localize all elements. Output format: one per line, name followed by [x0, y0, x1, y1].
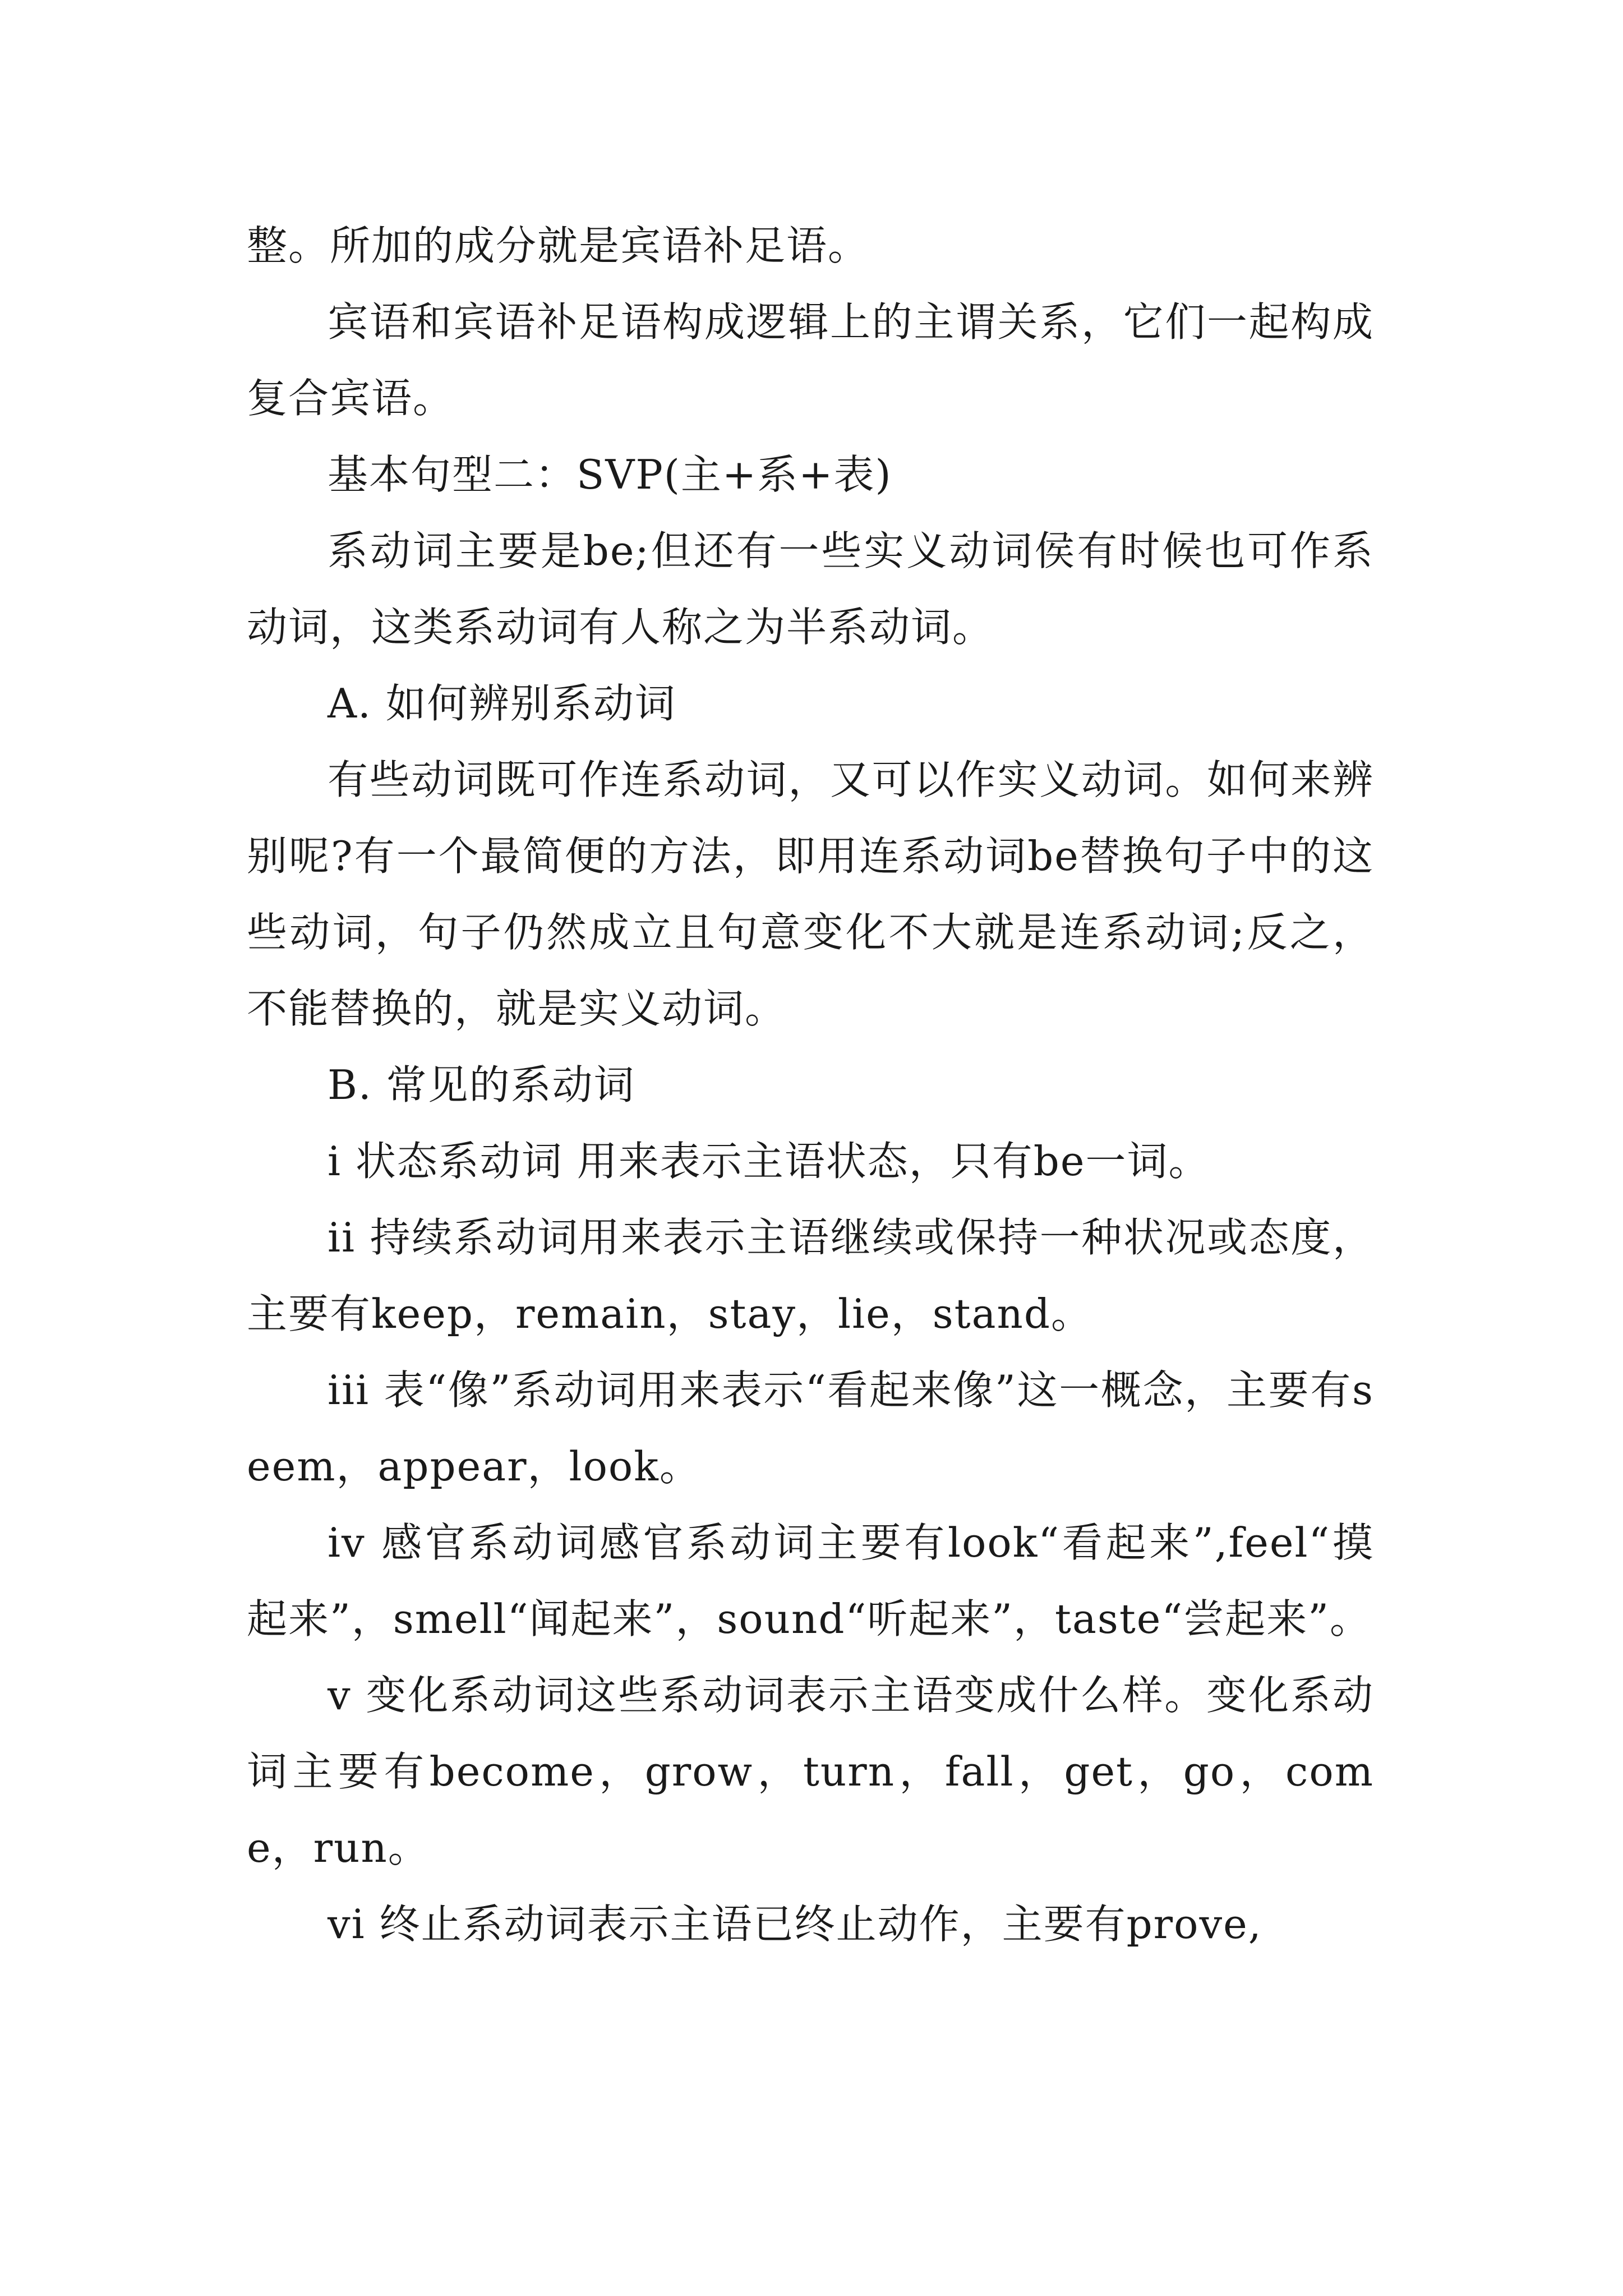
paragraph-continuation: 整。所加的成分就是宾语补足语。 [247, 222, 870, 269]
subheading-identify-linking-verbs: A. 如何辨别系动词 [328, 680, 676, 727]
subheading-common-linking-verbs: B. 常见的系动词 [328, 1061, 635, 1108]
list-item-termination-verbs: vi 终止系动词表示主语已终止动作，主要有prove, [328, 1901, 1262, 1948]
list-item-state-verbs: i 状态系动词 用来表示主语状态，只有be一词。 [328, 1138, 1210, 1185]
list-item-seeming-verbs: iii 表“像”系动词用来表示“看起来像”这一概念，主要有seem，appear，look。 [247, 1366, 1374, 1490]
paragraph-identify-method: 有些动词既可作连系动词，又可以作实义动词。如何来辨别呢?有一个最简便的方法，即用连系动词be替换句子中的这些动词，句子仍然成立且句意变化不大就是连系动词;反之，不能替换的，就是实义动词。 [247, 756, 1374, 1032]
list-item-continuation-verbs: ii 持续系动词用来表示主语继续或保持一种状况或态度，主要有keep，remain，stay，lie，stand。 [247, 1214, 1374, 1337]
paragraph-compound-object: 宾语和宾语补足语构成逻辑上的主谓关系，它们一起构成复合宾语。 [247, 298, 1374, 422]
body-text [247, 208, 1374, 1962]
list-item-change-verbs: v 变化系动词这些系动词表示主语变成什么样。变化系动词主要有become，grow，turn，fall，get，go，come，run。 [247, 1672, 1374, 1871]
heading-svp-pattern: 基本句型二：SVP(主+系+表) [328, 451, 892, 498]
paragraph-linking-verbs-intro: 系动词主要是be;但还有一些实义动词侯有时候也可作系动词，这类系动词有人称之为半系动词。 [247, 527, 1374, 651]
list-item-sense-verbs: iv 感官系动词感官系动词主要有look“看起来”,feel“摸起来”，smell“闻起来”，sound“听起来”，taste“尝起来”。 [247, 1519, 1374, 1642]
